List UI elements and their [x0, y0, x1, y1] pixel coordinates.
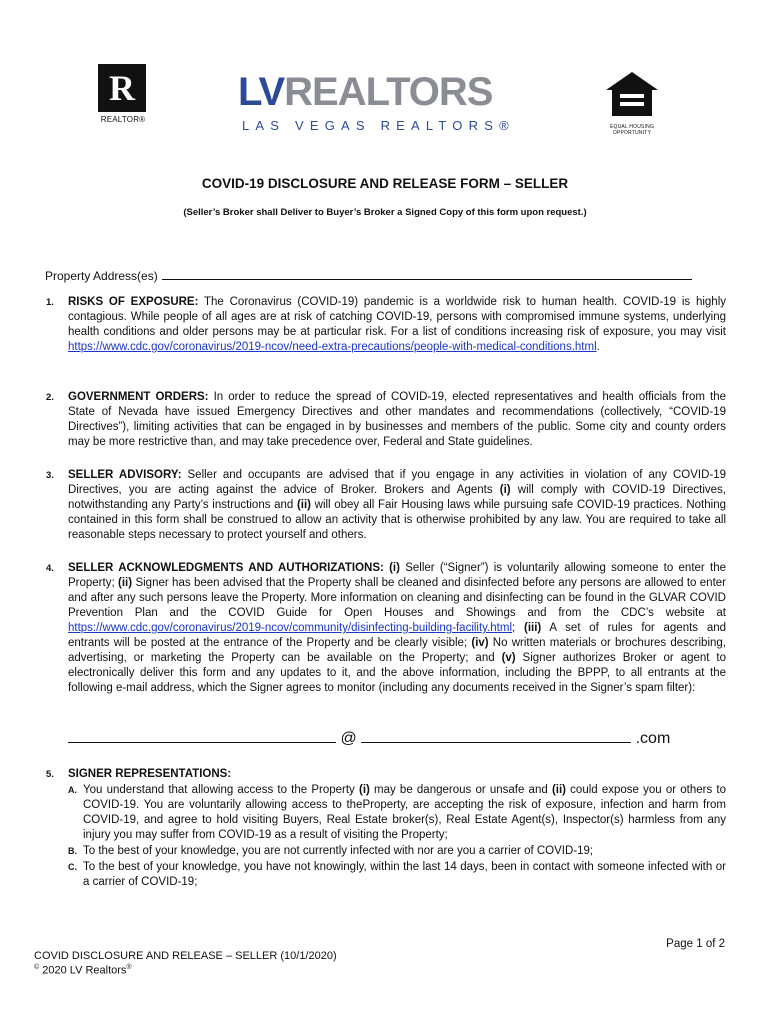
section-seller-acknowledgments [46, 561, 726, 696]
item-letter: B. [68, 846, 77, 856]
item-text: To the best of your knowledge, you have not knowingly, within the last 14 days, been in contact with someone infected with or a carrier of COVID-19; [83, 861, 726, 888]
item-marker: (ii) [551, 784, 566, 796]
section-number: 4. [46, 563, 54, 574]
section-number: 5. [46, 769, 54, 780]
section-heading: SELLER ACKNOWLEDGMENTS AND AUTHORIZATIONS: [68, 562, 384, 574]
item-text: To the best of your knowledge, you are not currently infected with nor are you a carrier of COVID-19; [83, 845, 594, 857]
section-heading: SIGNER REPRESENTATIONS: [68, 768, 232, 780]
section-text: Seller and occupants are advised that if you engage in any activities in violation of any COVID-19 Directives, you are acting against the advice of Broker. Brokers and Agents [68, 469, 727, 496]
section-text: A set of rules for agents and entrants will be posted at the entrance of the Property and be clearly visible; [68, 622, 727, 649]
section-number: 2. [46, 392, 54, 403]
registered-mark: ® [126, 964, 132, 971]
page-number: Page 1 of 2 [666, 938, 725, 950]
section-heading: RISKS OF EXPOSURE: [68, 296, 199, 308]
property-address-row [45, 268, 692, 283]
equal-housing-logo [604, 70, 660, 136]
copyright-symbol: © [34, 964, 40, 971]
section-number: 3. [46, 470, 54, 481]
representation-item-c [68, 860, 726, 890]
property-address-field[interactable] [162, 268, 692, 280]
lvr-tagline: LAS VEGAS REALTORS® [242, 118, 515, 133]
copyright-text: 2020 LV Realtors [42, 964, 127, 977]
item-marker: (ii) [118, 577, 133, 589]
item-marker: (ii) [296, 499, 311, 511]
section-text: Signer has been advised that the Property shall be cleaned and disinfected before any persons are allowed to enter and after any such persons leave the Property. More information on cleaning and disinfecting can be found in the GLVAR COVID Prevention Plan and the COVID Guide for Open Houses and Showings and from the CDC’s website at [68, 577, 727, 619]
equal-housing-caption: EQUAL HOUSING OPPORTUNITY [609, 124, 655, 136]
section-text: Seller (“Signer”) is voluntarily allowing someone to enter the Property; [68, 562, 726, 589]
item-marker: (i) [358, 784, 370, 796]
section-text: will obey all Fair Housing laws while pursuing safe COVID-19 practices. Nothing contained in this form shall be construed to allow an activity that is otherwise prohibited by any law. You are required to take all reasonable steps necessary to protect yourself and others. [68, 499, 726, 541]
cdc-conditions-link[interactable]: https://www.cdc.gov/coronavirus/2019-ncov/need-extra-precautions/people-with-medical-conditions.html [68, 341, 597, 353]
realtor-logo [96, 64, 150, 126]
item-letter: A. [68, 785, 77, 795]
property-address-label: Property Address(es) [45, 269, 158, 283]
email-suffix: .com [635, 730, 671, 747]
section-text: will comply with COVID-19 Directives, notwithstanding any Party’s instructions and [68, 484, 726, 511]
item-marker: (iii) [523, 622, 542, 634]
realtor-caption: REALTOR® [100, 115, 146, 124]
section-risks-of-exposure [46, 295, 726, 355]
form-subtitle: (Seller’s Broker shall Deliver to Buyer’s Broker a Signed Copy of this form upon request.) [183, 207, 587, 218]
item-marker: (i) [499, 484, 511, 496]
section-text: Signer authorizes Broker or agent to electronically deliver this form and any updates to it, and the above information, including the BPPP, to all entrants at the following e-mail address, which the Signer agrees to monitor (including any documents received in the Signer’s spam filter): [68, 652, 727, 694]
lvr-logo-lv: LV [238, 70, 285, 114]
section-number: 1. [46, 297, 54, 308]
item-marker: (v) [501, 652, 516, 664]
section-government-orders [46, 390, 726, 450]
email-address-row [68, 728, 728, 748]
email-local-part-field[interactable] [68, 728, 336, 743]
item-letter: C. [68, 862, 77, 872]
email-domain-field[interactable] [361, 728, 631, 743]
item-marker: (iv) [471, 637, 489, 649]
item-text: may be dangerous or unsafe and [369, 784, 552, 796]
section-text: No written materials or brochures describing, advertising, or marketing the Property can be available on the Property; and [68, 637, 726, 664]
item-text: could expose you or others to COVID-19. You are voluntarily allowing access to theProperty, are accepting the risk of exposure, infection and harm from COVID-19, and agree to hold visiting Buyers, Real Estate broker(s), Real Estate Agent(s), Inspector(s) harmless from any injury you may suffer from COVID-19 as a result of visiting the Property; [83, 784, 726, 841]
section-heading: GOVERNMENT ORDERS: [68, 391, 209, 403]
section-text: ; [512, 622, 524, 634]
lvr-logo-realtors: REALTORS [284, 70, 493, 114]
representation-item-a [68, 783, 726, 843]
section-seller-advisory [46, 468, 726, 543]
equal-housing-house-icon [604, 70, 660, 118]
footer-form-name: COVID DISCLOSURE AND RELEASE – SELLER (10/1/2020) [34, 950, 337, 962]
representation-item-b [68, 844, 726, 859]
section-text: In order to reduce the spread of COVID-19, elected representatives and health officials from the State of Nevada have issued Emergency Directives and other mandates and recommendations (collectively, “COVID-19 Directives”), limiting activities that can be engaged in by businesses and members of the public. Some city and county orders may be more restrictive than, and may take precedence over, Federal and State guidelines. [68, 391, 726, 448]
cdc-disinfecting-link[interactable]: https://www.cdc.gov/coronavirus/2019-ncov/community/disinfecting-building-facility.html [68, 622, 513, 634]
footer-copyright [34, 964, 132, 977]
item-text: You understand that allowing access to the Property [83, 784, 359, 796]
section-signer-representations [46, 767, 726, 890]
email-at-sign: @ [340, 730, 357, 747]
form-title: COVID-19 DISCLOSURE AND RELEASE FORM – SELLER [201, 176, 569, 191]
section-text: The Coronavirus (COVID-19) pandemic is a worldwide risk to human health. COVID-19 is highly contagious. While people of all ages are at risk of catching COVID-19, persons with compromised immune systems, underlying health conditions and older persons may be at particular risk. For a list of conditions increasing risk of exposure, you may visit [68, 296, 727, 338]
lv-realtors-logo [238, 72, 528, 132]
item-marker: (i) [383, 562, 400, 574]
section-text-end: . [596, 341, 600, 353]
realtor-r-icon: R [98, 64, 146, 112]
section-heading: SELLER ADVISORY: [68, 469, 182, 481]
